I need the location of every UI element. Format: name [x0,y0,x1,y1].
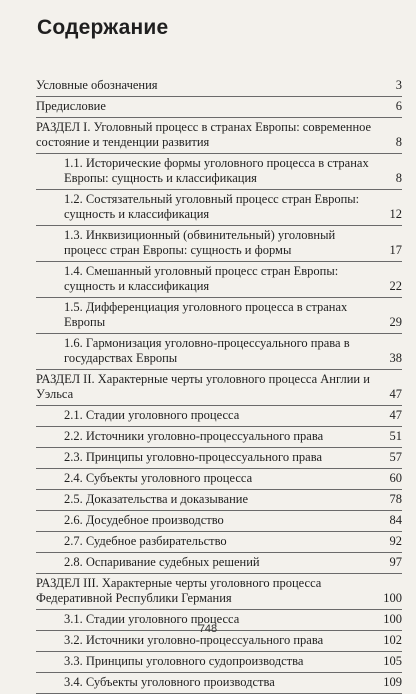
page-number: 748 [198,623,218,635]
toc-entry-page: 8 [395,171,402,185]
toc-entry-page: 47 [389,408,402,422]
toc-subsection-entry [36,490,402,511]
toc-entry-page: 6 [395,99,402,113]
toc-entry-page: 109 [383,675,402,689]
toc-entry-title: Предисловие [36,99,106,113]
toc-entry-title: 1.3. Инквизиционный (обвинительный) уголовный процесс стран Европы: сущность и формы [64,228,336,257]
toc-entry-page: 100 [383,591,402,605]
toc-entry-page: 51 [389,429,402,443]
toc-entry-title: 3.2. Источники уголовно-процессуального права [64,633,324,647]
toc-entry-title: 1.5. Дифференциация уголовного процесса в странах Европы [64,300,348,329]
toc-entry-page: 12 [389,207,402,221]
toc-entry-page: 38 [389,351,402,365]
toc-subsection-entry [36,406,402,427]
toc-entry-page: 3 [395,78,402,92]
toc-entry-title: 3.3. Принципы уголовного судопроизводства [64,654,304,668]
toc-entry-page: 92 [389,534,402,548]
toc-section-entry [36,118,402,154]
toc-entry-title: 2.4. Субъекты уголовного процесса [64,471,253,485]
toc-entry-page: 84 [389,513,402,527]
toc-subsection-entry [36,673,402,694]
toc-entry-page: 105 [383,654,402,668]
toc-subsection-entry [36,190,402,226]
toc-entry-title: 3.1. Стадии уголовного процесса [64,612,240,626]
toc-entry-title: РАЗДЕЛ II. Характерные черты уголовного процесса Англии и Уэльса [36,372,370,401]
toc-subsection-entry [36,511,402,532]
toc-entry-title: 1.1. Исторические формы уголовного процесса в странах Европы: сущность и классификация [64,156,369,185]
toc-subsection-entry [36,652,402,673]
toc-entry-title: 2.2. Источники уголовно-процессуального права [64,429,324,443]
toc-entry-page: 97 [389,555,402,569]
toc-entry-title: 2.8. Оспаривание судебных решений [64,555,260,569]
toc-section-entry [36,574,402,610]
toc-entry-title: 3.4. Субъекты уголовного производства [64,675,275,689]
toc-entry-title: РАЗДЕЛ I. Уголовный процесс в странах Европы: современное состояние и тенденции развития [36,120,372,149]
toc-entry-title: 1.6. Гармонизация уголовно-процессуального права в государствах Европы [64,336,350,365]
table-of-contents [36,76,402,694]
toc-subsection-entry [36,334,402,370]
toc-entry-title: 2.1. Стадии уголовного процесса [64,408,240,422]
toc-subsection-entry [36,553,402,574]
toc-entry-page: 102 [383,633,402,647]
toc-entry-page: 17 [389,243,402,257]
toc-section-entry [36,370,402,406]
toc-entry-page: 22 [389,279,402,293]
toc-entry-title: 2.5. Доказательства и доказывание [64,492,249,506]
toc-entry-page: 57 [389,450,402,464]
toc-subsection-entry [36,532,402,553]
toc-entry-page: 29 [389,315,402,329]
toc-entry-title: 2.6. Досудебное производство [64,513,224,527]
toc-entry-title: 1.4. Смешанный уголовный процесс стран Европы: сущность и классификация [64,264,339,293]
toc-subsection-entry [36,469,402,490]
toc-subsection-entry [36,226,402,262]
toc-entry-title: 2.7. Судебное разбирательство [64,534,227,548]
toc-entry-page: 78 [389,492,402,506]
toc-entry-title: 1.2. Состязательный уголовный процесс стран Европы: сущность и классификация [64,192,360,221]
toc-entry-title: 2.3. Принципы уголовно-процессуального права [64,450,323,464]
toc-section-entry [36,97,402,118]
toc-subsection-entry [36,154,402,190]
toc-entry-page: 60 [389,471,402,485]
toc-subsection-entry [36,427,402,448]
toc-entry-page: 47 [389,387,402,401]
toc-entry-page: 8 [395,135,402,149]
toc-entry-title: РАЗДЕЛ III. Характерные черты уголовного процесса Федеративной Республики Германия [36,576,322,605]
toc-entry-title: Условные обозначения [36,78,158,92]
toc-subsection-entry [36,448,402,469]
toc-entry-page: 100 [383,612,402,626]
toc-subsection-entry [36,262,402,298]
page-title: Содержание [37,16,169,39]
toc-subsection-entry [36,298,402,334]
toc-section-entry [36,76,402,97]
